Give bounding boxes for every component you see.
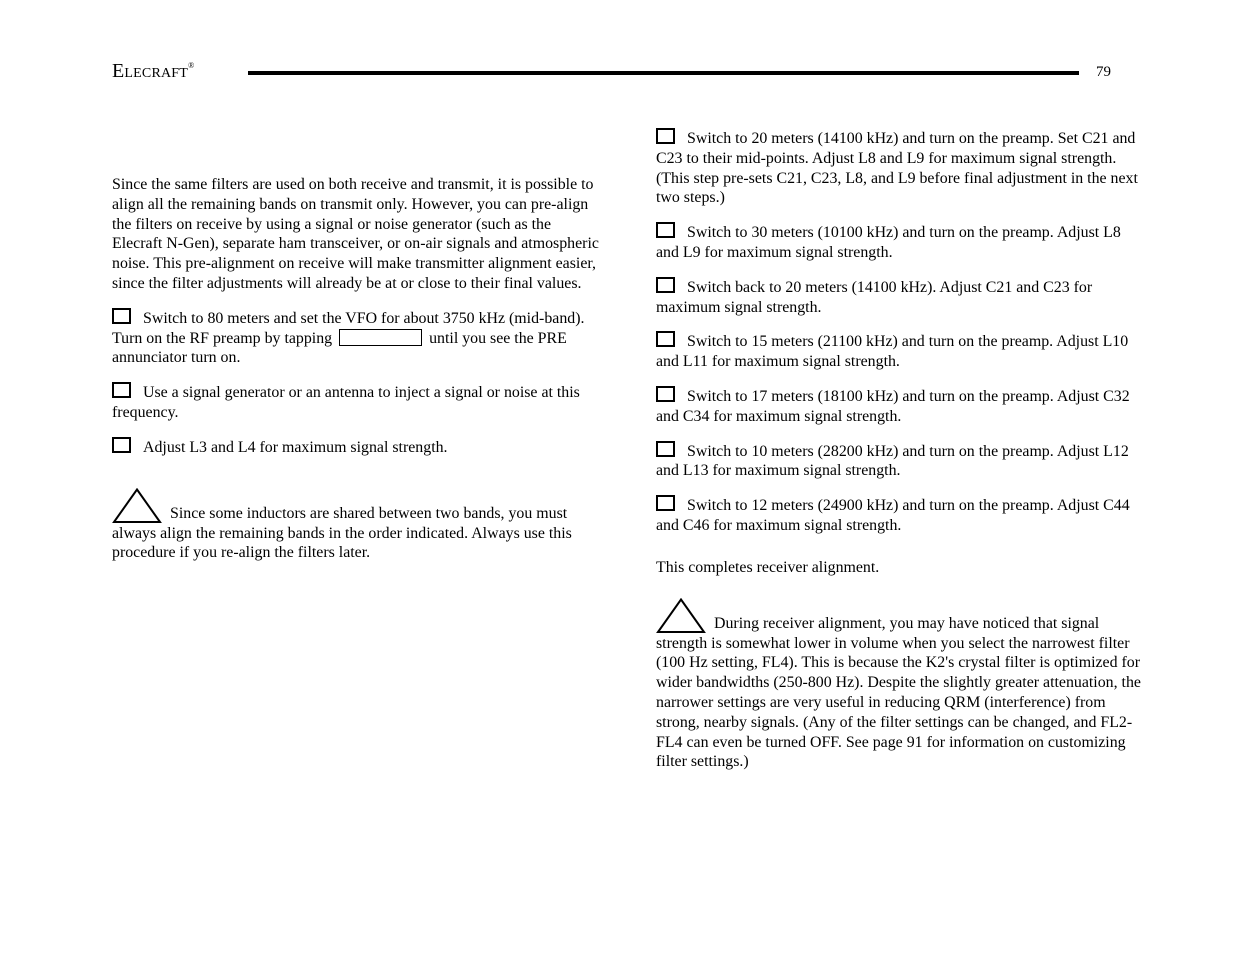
brand-rest: LECRAFT bbox=[124, 66, 189, 81]
checkbox-icon[interactable] bbox=[656, 331, 675, 347]
step-text: Switch back to 20 meters (14100 kHz). Adjust C21 and C23 for maximum signal strength. bbox=[656, 278, 1093, 316]
checkbox-icon[interactable] bbox=[112, 308, 131, 324]
step-text: Switch to 20 meters (14100 kHz) and turn on the preamp. Set C21 and C23 to their mid-points. Adjust L8 and L9 for maximum signal strength. (This step pre-sets C21, C23, L8, and L9 before final adjustment in the next two steps.) bbox=[656, 130, 1138, 207]
right-column bbox=[656, 128, 1142, 772]
caution-paragraph bbox=[112, 488, 604, 564]
step-15m bbox=[656, 331, 1142, 372]
step-adjust-l3-l4 bbox=[112, 437, 604, 458]
left-column bbox=[112, 175, 604, 563]
step-80m-text-b: until you see the PRE annunciator turn on. bbox=[112, 329, 567, 367]
note-paragraph bbox=[656, 598, 1142, 773]
step-text: Switch to 12 meters (24900 kHz) and turn on the preamp. Adjust C44 and C46 for maximum signal strength. bbox=[656, 497, 1130, 534]
preamp-key-box bbox=[339, 329, 422, 346]
step-20m-preset bbox=[656, 128, 1142, 208]
step-30m bbox=[656, 222, 1142, 263]
registered-mark: ® bbox=[188, 61, 195, 70]
checkbox-icon[interactable] bbox=[656, 222, 675, 238]
step-text: Switch to 15 meters (21100 kHz) and turn on the preamp. Adjust L10 and L11 for maximum signal strength. bbox=[656, 333, 1129, 371]
step-80m bbox=[112, 308, 604, 368]
checkbox-icon[interactable] bbox=[112, 437, 131, 453]
step-inject-signal bbox=[112, 382, 604, 423]
brand-initial: E bbox=[112, 60, 125, 82]
step-adjust-l3-l4-text: Adjust L3 and L4 for maximum signal strength. bbox=[143, 438, 448, 456]
caution-text: Since some inductors are shared between two bands, you must always align the remaining bands in the order indicated. Always use this procedure if you re-align the filters later. bbox=[112, 504, 572, 562]
checkbox-icon[interactable] bbox=[112, 382, 131, 398]
checkbox-icon[interactable] bbox=[656, 386, 675, 402]
completion-text: This completes receiver alignment. bbox=[656, 558, 880, 576]
step-10m bbox=[656, 441, 1142, 482]
caution-triangle-icon bbox=[656, 598, 706, 634]
step-text: Switch to 17 meters (18100 kHz) and turn on the preamp. Adjust C32 and C34 for maximum signal strength. bbox=[656, 387, 1130, 425]
step-inject-signal-text: Use a signal generator or an antenna to inject a signal or noise at this frequency. bbox=[112, 384, 580, 421]
header-rule bbox=[248, 71, 1079, 75]
checkbox-icon[interactable] bbox=[656, 128, 675, 144]
step-20m-final bbox=[656, 277, 1142, 318]
intro-paragraph: Since the same filters are used on both receive and transmit, it is possible to align all the remaining bands on transmit only. However, you can pre-align the filters on receive by using a signal or noise generator (such as the Elecraft N-Gen), separate ham transceiver, or on-air signals and atmospheric noise. This pre-alignment on receive will make transmitter alignment easier, since the filter adjustments will already be at or close to their final values. bbox=[112, 176, 599, 292]
checkbox-icon[interactable] bbox=[656, 441, 675, 457]
note-text: During receiver alignment, you may have noticed that signal strength is somewhat lower in volume when you select the narrowest filter (100 Hz setting, FL4). This is because the K2's crystal filter is optimized for wider bandwidths (250-800 Hz). Despite the slightly greater attenuation, the narrower settings are very useful in reducing QRM (interference) from strong, nearby signals. (Any of the filter settings can be changed, and FL2-FL4 can even be turned OFF. See page 91 for information on customizing filter settings.) bbox=[656, 614, 1141, 771]
step-text: Switch to 10 meters (28200 kHz) and turn on the preamp. Adjust L12 and L13 for maximum signal strength. bbox=[656, 442, 1129, 480]
page-number: 79 bbox=[1096, 64, 1111, 80]
step-80m-text-a: Switch to 80 meters and set the VFO for about 3750 kHz (mid-band). Turn on the RF preamp by tapping bbox=[112, 309, 585, 347]
step-text: Switch to 30 meters (10100 kHz) and turn on the preamp. Adjust L8 and L9 for maximum signal strength. bbox=[656, 224, 1121, 261]
caution-triangle-icon bbox=[112, 488, 162, 524]
brand-logo bbox=[112, 60, 194, 83]
checkbox-icon[interactable] bbox=[656, 495, 675, 511]
step-17m bbox=[656, 386, 1142, 427]
step-12m bbox=[656, 495, 1142, 536]
checkbox-icon[interactable] bbox=[656, 277, 675, 293]
